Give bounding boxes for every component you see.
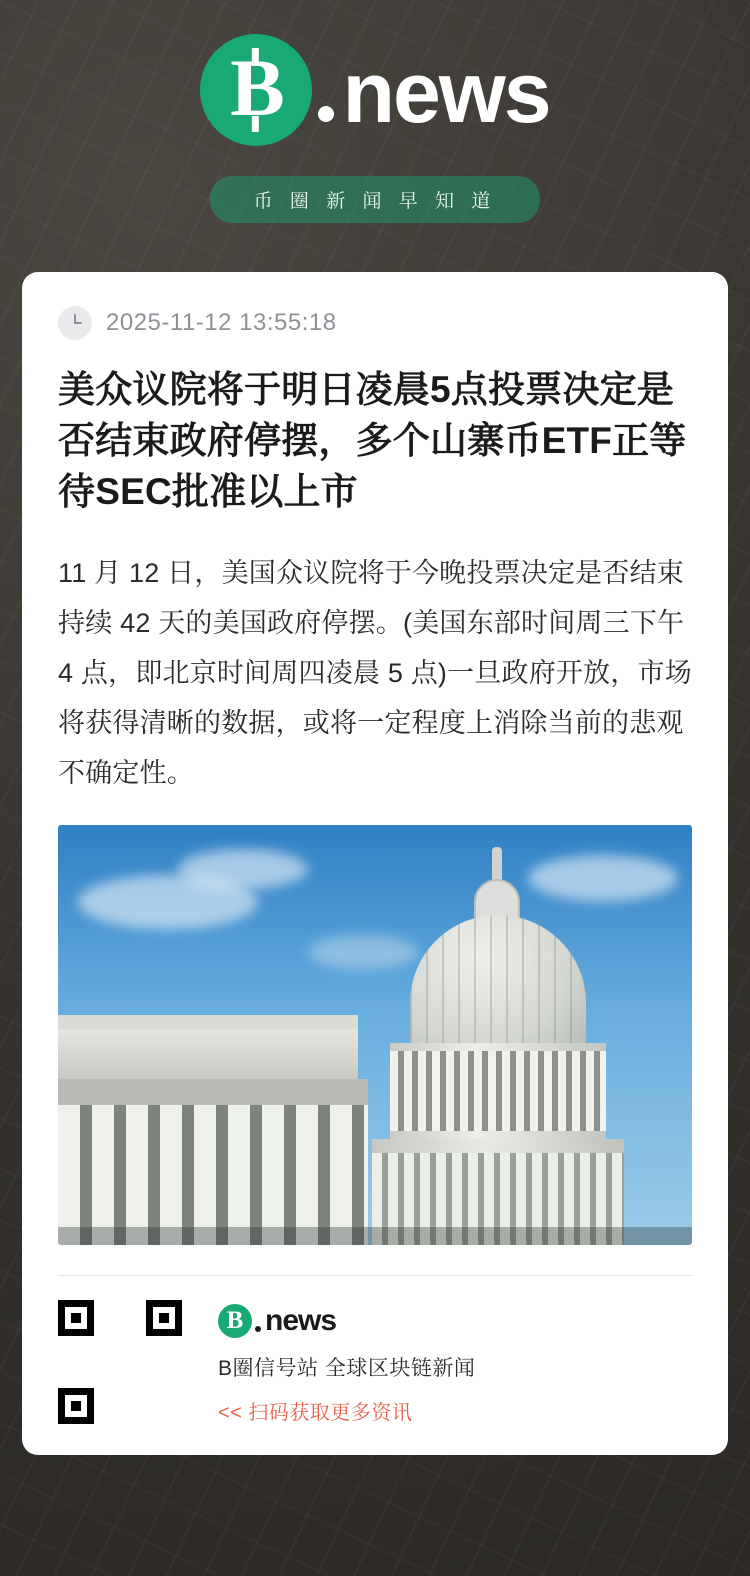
footer-logo-word: news [265,1303,337,1337]
card-footer [58,1300,692,1425]
dome-ribs [410,915,586,1055]
bitcoin-b-icon [200,34,312,146]
article-meta [58,306,692,340]
brand-logo-word: news [342,45,550,141]
capitol-columns [58,1105,368,1245]
capitol-dome [354,845,654,1245]
qr-code[interactable] [58,1300,182,1424]
brand-logo-letter: B [230,42,283,133]
brand-dot-icon [318,106,334,122]
capitol-entablature [58,1079,368,1105]
capitol-pediment-top [58,1015,358,1029]
qr-finder-icon [58,1388,94,1424]
qr-finder-icon [146,1300,182,1336]
footer-brand-logo [218,1304,475,1338]
brand-logo [200,34,549,146]
cloud-decor [178,849,308,889]
footer-dot-icon [255,1326,261,1332]
footer-info [218,1300,475,1425]
footer-divider [58,1275,692,1276]
article-photo [58,825,692,1245]
header-tagline: 币 圈 新 闻 早 知 道 [210,176,541,223]
photo-foreground-shadow [58,1227,692,1245]
article-headline: 美众议院将于明日凌晨5点投票决定是否结束政府停摆，多个山寨币ETF正等待SEC批准以上市 [58,369,687,513]
page-header [0,0,750,223]
qr-finder-icon [58,1300,94,1336]
footer-cta[interactable]: << 扫码获取更多资讯 [218,1401,413,1424]
article-timestamp: 2025-11-12 13:55:18 [106,309,337,336]
clock-icon [58,306,92,340]
capitol-wing [58,1015,388,1245]
dome-colonnade [390,1051,606,1131]
bitcoin-b-icon [218,1304,252,1338]
article-body: 11 月 12 日，美国众议院将于今晚投票决定是否结束持续 42 天的美国政府停摆。(美国东部时间周三下午 4 点，即北京时间周四凌晨 5 点)一旦政府开放，市场将获得清晰的数据，或将一定程度上消除当前的悲观不确定性。 [58,558,692,788]
footer-site-name: B圈信号站 全球区块链新闻 [218,1356,476,1380]
capitol-pediment [58,1027,358,1079]
footer-logo-letter: B [226,1307,244,1335]
article-card [22,272,728,1455]
freedom-statue-icon [492,847,502,881]
